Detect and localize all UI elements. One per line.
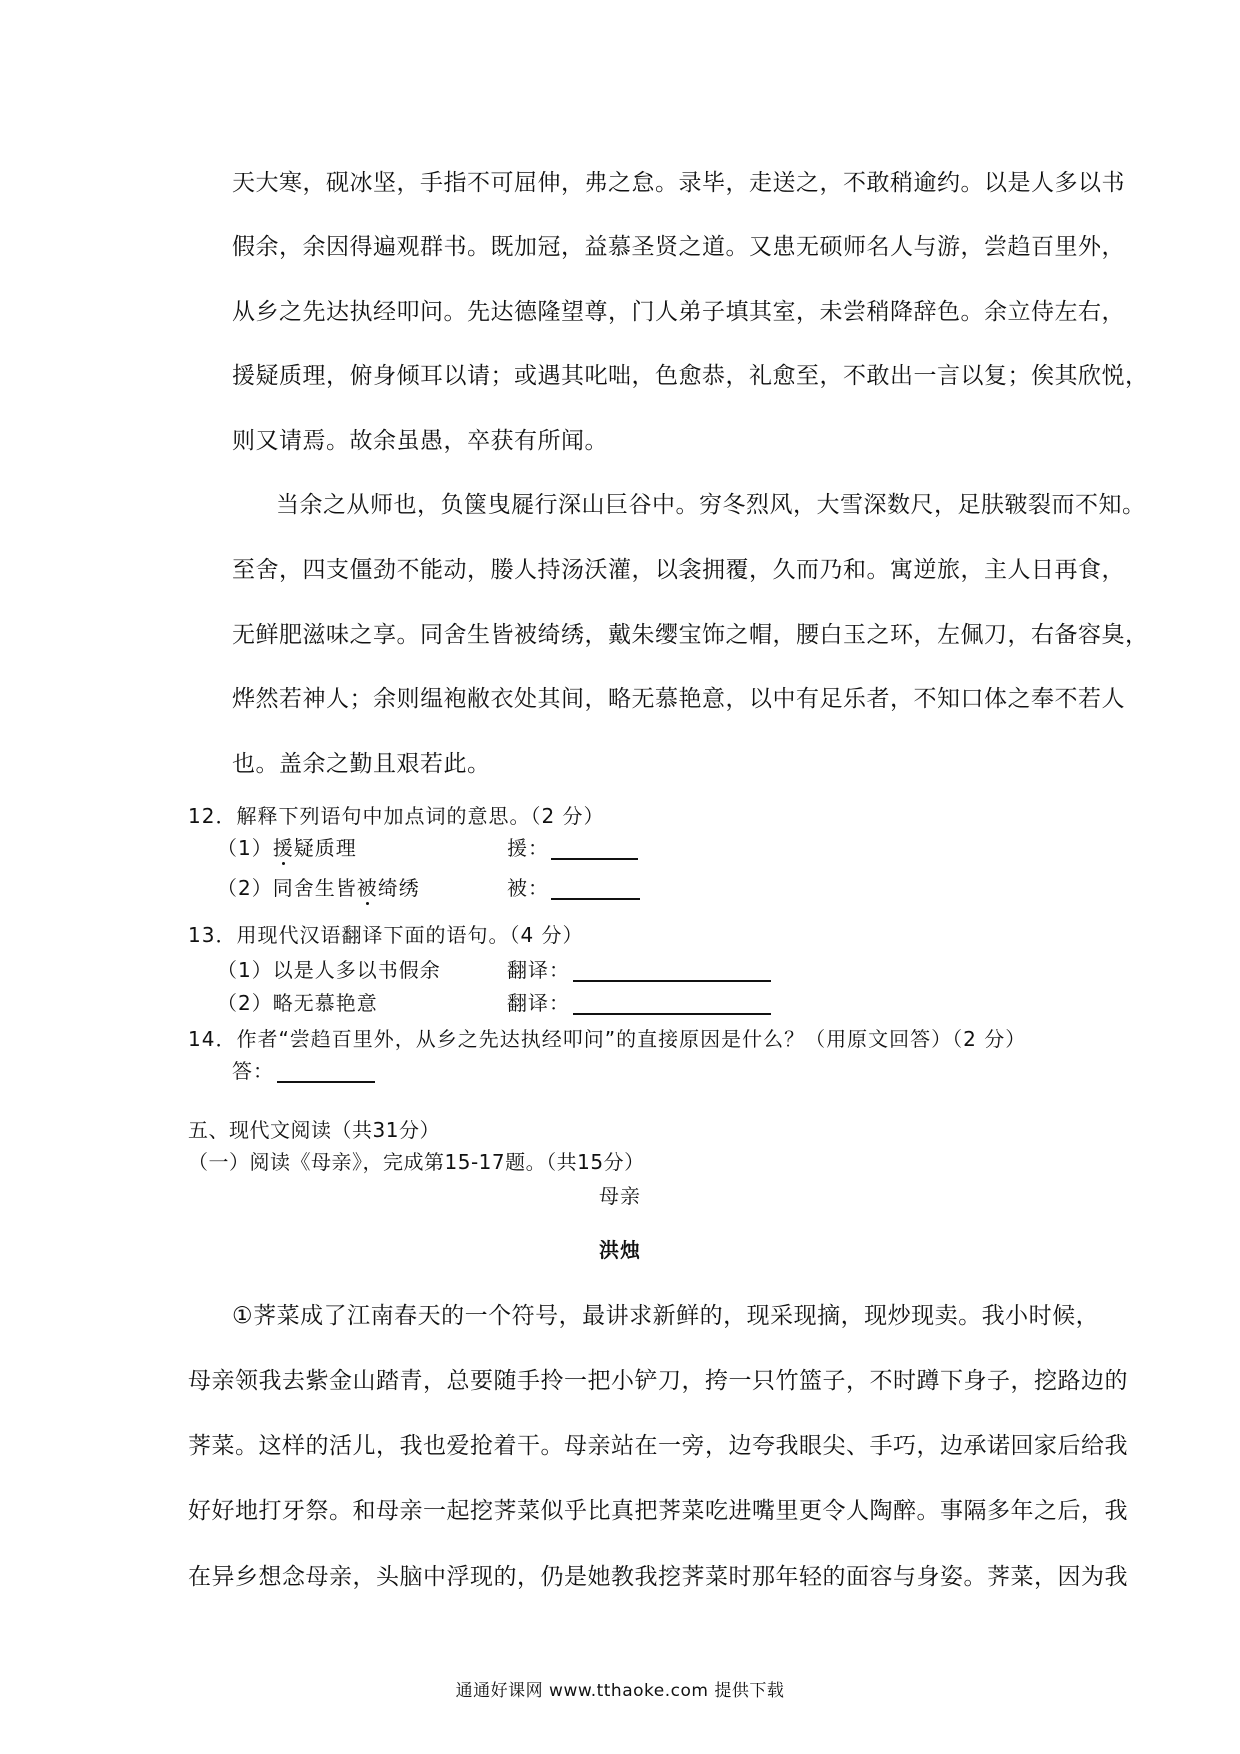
item-rest: 绮绣 xyxy=(377,876,420,900)
question-item xyxy=(217,838,357,858)
classical-line: 至舍，四支僵劲不能动，媵人持汤沃灌，以衾拥覆，久而乃和。寓逆旅，主人日再食， xyxy=(232,557,1125,583)
answer-label: 翻译： xyxy=(507,991,570,1015)
question-item: （1）以是人多以书假余 xyxy=(217,958,441,982)
answer-blank[interactable] xyxy=(277,1081,375,1083)
dotted-character: 援 xyxy=(272,836,294,860)
answer-label: 翻译： xyxy=(507,958,570,982)
question-stem: 13．用现代汉语翻译下面的语句。（4 分） xyxy=(188,923,584,947)
classical-line: 天大寒，砚冰坚，手指不可屈伸，弗之怠。录毕，走送之，不敢稍逾约。以是人多以书 xyxy=(232,170,1125,196)
item-rest: 疑质理 xyxy=(293,836,357,860)
classical-line: 则又请焉。故余虽愚，卒获有所闻。 xyxy=(232,428,608,454)
modern-line: ①荠菜成了江南春天的一个符号，最讲求新鲜的，现采现摘，现炒现卖。我小时候， xyxy=(232,1303,1100,1329)
article-title: 母亲 xyxy=(599,1184,641,1208)
question-item xyxy=(217,878,420,898)
classical-line: 从乡之先达执经叩问。先达德隆望尊，门人弟子填其室，未尝稍降辞色。余立侍左右， xyxy=(232,299,1125,325)
classical-line: 也。盖余之勤且艰若此。 xyxy=(232,751,491,777)
section-title: 五、现代文阅读（共31分） xyxy=(188,1118,440,1142)
question-stem: 12．解释下列语句中加点词的意思。（2 分） xyxy=(188,804,605,828)
classical-line: 援疑质理，俯身倾耳以请；或遇其叱咄，色愈恭，礼愈至，不敢出一言以复；俟其欣悦， xyxy=(232,363,1149,389)
classical-line: 烨然若神人；余则缊袍敝衣处其间，略无慕艳意，以中有足乐者，不知口体之奉不若人 xyxy=(232,686,1125,712)
modern-line: 在异乡想念母亲，头脑中浮现的，仍是她教我挖荠菜时那年轻的面容与身姿。荠菜，因为我 xyxy=(188,1564,1128,1590)
article-author: 洪烛 xyxy=(599,1238,641,1262)
question-stem: 14．作者“尝趋百里外，从乡之先达执经叩问”的直接原因是什么？（用原文回答）（2 分） xyxy=(188,1027,1027,1051)
page-footer: 通通好课网 www.tthaoke.com 提供下载 xyxy=(455,1681,785,1701)
dotted-character: 被 xyxy=(356,876,378,900)
classical-line: 无鲜肥滋味之享。同舍生皆被绮绣，戴朱缨宝饰之帽，腰白玉之环，左佩刀，右备容臭， xyxy=(232,622,1149,648)
modern-line: 母亲领我去紫金山踏青，总要随手拎一把小铲刀，挎一只竹篮子，不时蹲下身子，挖路边的 xyxy=(188,1368,1128,1394)
classical-line: 当余之从师也，负箧曳屣行深山巨谷中。穷冬烈风，大雪深数尺，足肤皲裂而不知。 xyxy=(276,492,1146,518)
modern-line: 荠菜。这样的活儿，我也爱抢着干。母亲站在一旁，边夸我眼尖、手巧，边承诺回家后给我 xyxy=(188,1433,1128,1459)
answer-label: 答： xyxy=(232,1059,274,1083)
answer-blank[interactable] xyxy=(573,1013,771,1015)
classical-line: 假余，余因得遍观群书。既加冠，益慕圣贤之道。又患无硕师名人与游，尝趋百里外， xyxy=(232,234,1125,260)
answer-label: 援： xyxy=(507,836,549,860)
section-subtitle: （一）阅读《母亲》，完成第15-17题。（共15分） xyxy=(188,1150,645,1174)
question-item: （2）略无慕艳意 xyxy=(217,991,378,1015)
item-prefix: （1） xyxy=(217,836,273,860)
answer-blank[interactable] xyxy=(551,898,640,900)
modern-line: 好好地打牙祭。和母亲一起挖荠菜似乎比真把荠菜吃进嘴里更令人陶醉。事隔多年之后，我 xyxy=(188,1498,1128,1524)
answer-label: 被： xyxy=(507,876,549,900)
answer-blank[interactable] xyxy=(551,858,638,860)
answer-blank[interactable] xyxy=(573,980,771,982)
item-prefix: （2）同舍生皆 xyxy=(217,876,357,900)
